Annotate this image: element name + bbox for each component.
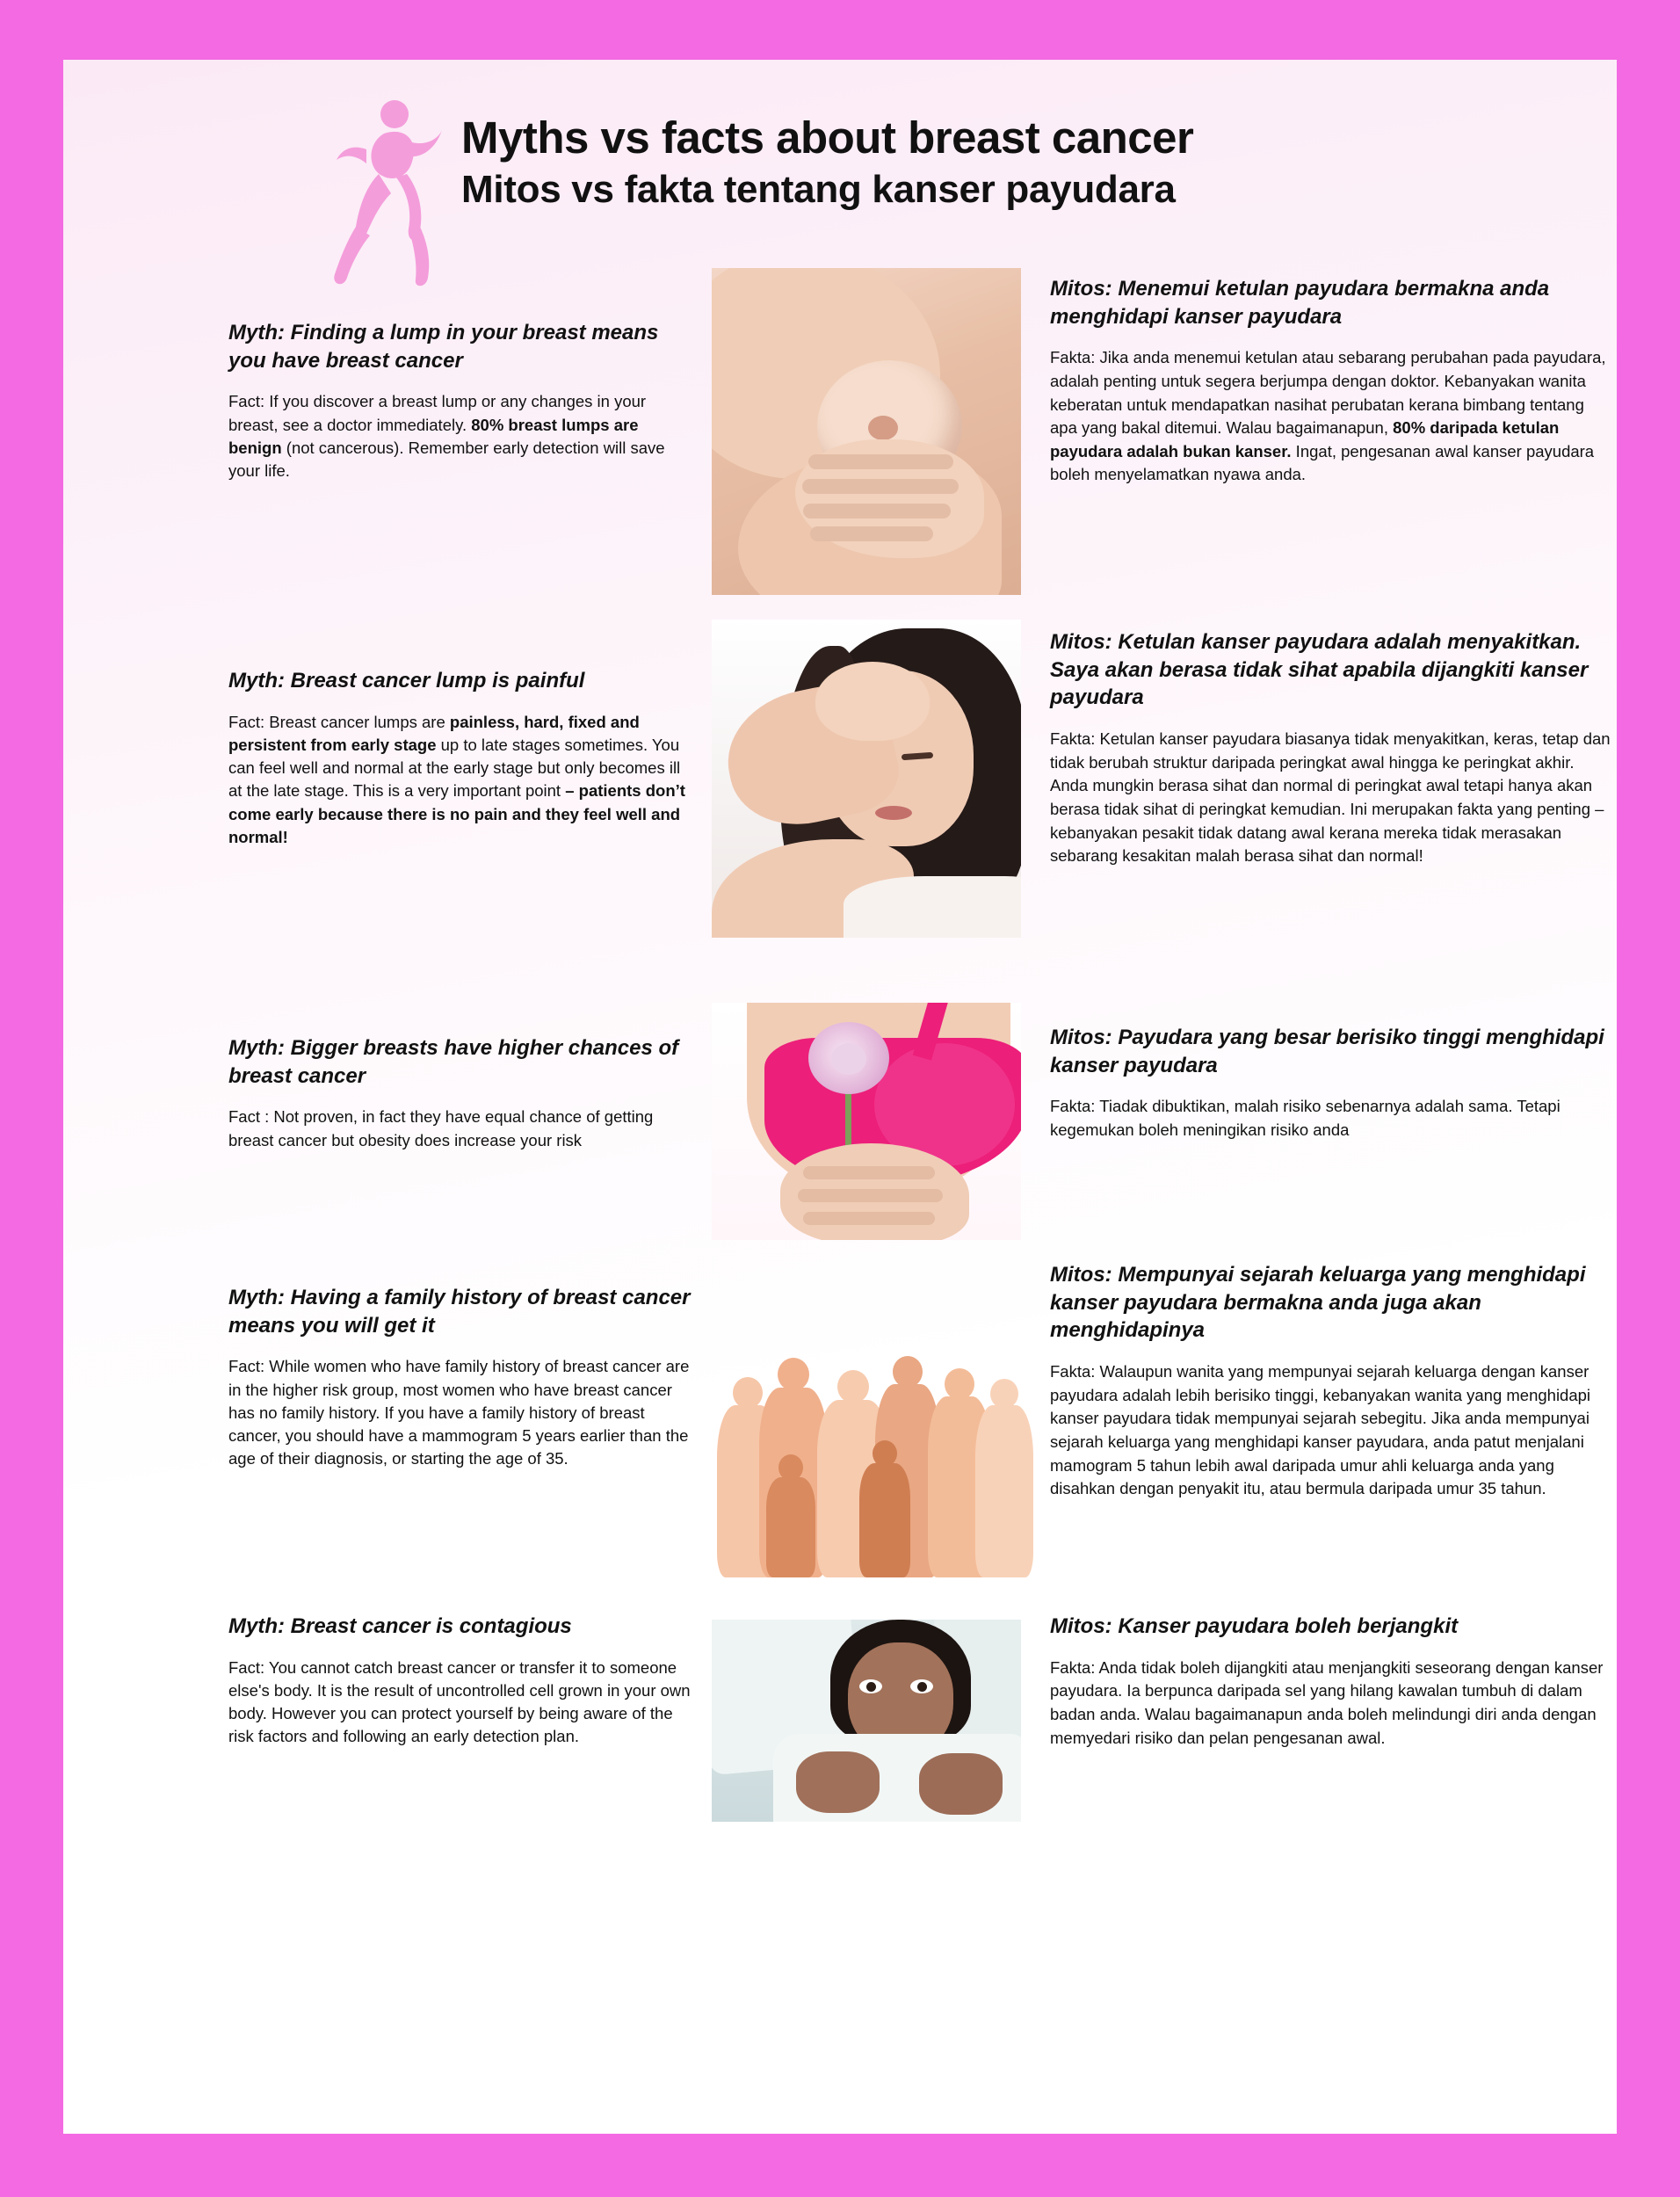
fact-text-1-part2: (not cancerous). Remember early detection will save your life. bbox=[228, 438, 665, 481]
title-block bbox=[461, 114, 1193, 211]
myth-column-4 bbox=[228, 1284, 696, 1471]
myth-row-4 bbox=[97, 1261, 1591, 1604]
myth-row-1 bbox=[97, 268, 1606, 620]
fakta-text-5: Fakta: Anda tidak boleh dijangkiti atau menjangkiti seseorang dengan kanser payudara. Ia berpunca daripada sel yang hilang kawalan tumbuh di dalam badan anda. Walau bagaimanapun anda boleh melindungi diri anda dengan memyedari risiko dan pelan pengesanan awal. bbox=[1050, 1657, 1604, 1747]
mitos-column-5 bbox=[1050, 1613, 1612, 1750]
fact-text-3: Fact : Not proven, in fact they have equal chance of getting breast cancer but obesity does increase your risk bbox=[228, 1107, 654, 1149]
fakta-text-1-bold1: 80% daripada ketulan payudara adalah bukan kanser. bbox=[1050, 418, 1560, 460]
breast-self-examination-photo bbox=[712, 268, 1021, 595]
myth-column-5 bbox=[228, 1613, 696, 1749]
silhouette-child bbox=[859, 1440, 910, 1577]
fact-text-2-bold2: – patients don’t come early because there is no pain and they feel well and normal! bbox=[228, 781, 685, 846]
mitos-column-4 bbox=[1050, 1261, 1612, 1501]
fakta-text-1-part1: Fakta: Jika anda menemui ketulan atau sebarang perubahan pada payudara, adalah penting untuk segera berjumpa dengan doktor. Kebanyakan wanita keberatan untuk mendapatkan nasihat perubatan kerana bimbang tentang apa yang bakal ditemui. Walau bagaimanapun, bbox=[1050, 348, 1606, 438]
fact-text-1-part1: Fact: If you discover a breast lump or any changes in your breast, see a doctor immediately. bbox=[228, 392, 647, 434]
fact-text-1-bold1: 80% breast lumps are benign bbox=[228, 415, 639, 457]
myth-row-2 bbox=[97, 620, 1611, 997]
fact-text-2-part2: up to late stages sometimes. You can feel well and normal at the early stage but only becomes ill at the late stage. This is a very important point bbox=[228, 735, 681, 801]
silhouette bbox=[975, 1379, 1033, 1577]
fakta-text-2: Fakta: Ketulan kanser payudara biasanya tidak menyakitkan, keras, tetap dan tidak berubah struktur daripada peringkat awal hingga ke peringkat akhir. Anda mungkin berasa sihat dan normal di peringkat awal tetapi hanya akan berasa tidak sihat di peringkat kemudian. Ini merupakan fakta yang penting – kebanyakan pesakit tidak datang awal kerana mereka tidak merasakan sebarang kesakitan malah berasa sihat dan normal! bbox=[1050, 729, 1611, 866]
mitos-heading-5: Mitos: Kanser payudara boleh berjangkit bbox=[1050, 1614, 1459, 1638]
mitos-column-3 bbox=[1050, 1024, 1612, 1142]
fact-text-1 bbox=[228, 390, 696, 482]
mitos-heading-2: Mitos: Ketulan kanser payudara adalah menyakitkan. Saya akan berasa tidak sihat apabila dijangkiti kanser payudara bbox=[1050, 630, 1589, 710]
myth-heading-3: Myth: Bigger breasts have higher chances of breast cancer bbox=[228, 1036, 679, 1088]
myth-heading-2: Myth: Breast cancer lump is painful bbox=[228, 669, 585, 692]
mitos-heading-4: Mitos: Mempunyai sejarah keluarga yang menghidapi kanser payudara bermakna anda juga akan menghidapinya bbox=[1050, 1263, 1586, 1343]
myth-heading-4: Myth: Having a family history of breast cancer means you will get it bbox=[228, 1286, 691, 1338]
myth-column-3 bbox=[228, 1034, 696, 1152]
fakta-text-4: Fakta: Walaupun wanita yang mempunyai sejarah keluarga dengan kanser payudara adalah lebih berisiko tinggi, kebanyakan wanita yang menghidapi kanser payudara tidak mempunyai sejarah sebegitu. Jika anda mempunyai sejarah keluarga yang menghidapi kanser payudara, anda patut menjalani mamogram 5 tahun lebih awal daripada umur ahli keluarga anda yang disahkan dengan penyakit itu, atau bermula daripada umur 35 tahun. bbox=[1050, 1362, 1591, 1498]
woman-with-headache-photo bbox=[712, 620, 1021, 938]
family-crowd-silhouettes-graphic bbox=[712, 1287, 1063, 1577]
myth-row-5 bbox=[97, 1604, 1604, 1832]
fact-text-2 bbox=[228, 711, 696, 850]
myth-column-2 bbox=[228, 667, 696, 849]
mitos-column-1 bbox=[1050, 275, 1612, 487]
myth-row-3 bbox=[97, 997, 1604, 1261]
poster-header bbox=[250, 79, 1583, 259]
mitos-heading-1: Mitos: Menemui ketulan payudara bermakna anda menghidapi kanser payudara bbox=[1050, 277, 1550, 329]
myth-heading-1: Myth: Finding a lump in your breast means you have breast cancer bbox=[228, 321, 659, 373]
fact-text-2-part1: Fact: Breast cancer lumps are bbox=[228, 712, 450, 731]
mitos-column-2 bbox=[1050, 628, 1612, 868]
poster-page bbox=[63, 60, 1617, 2134]
fact-text-4: Fact: While women who have family history of breast cancer are in the higher risk group, most women who have breast cancer has no family history. If you have a family history of breast cancer, you should have a mammogram 5 years earlier than the age of their diagnosis, or starting the age of 35. bbox=[228, 1357, 690, 1468]
fakta-text-1-part2: Ingat, pengesanan awal kanser payudara boleh menyelamatkan nyawa anda. bbox=[1050, 441, 1595, 484]
mitos-heading-3: Mitos: Payudara yang besar berisiko tinggi menghidapi kanser payudara bbox=[1050, 1026, 1604, 1077]
myth-heading-5: Myth: Breast cancer is contagious bbox=[228, 1614, 572, 1638]
pink-bra-with-rose-photo bbox=[712, 1003, 1021, 1240]
content-rows bbox=[97, 268, 1611, 1832]
page-title-english: Myths vs facts about breast cancer bbox=[461, 112, 1194, 163]
fakta-text-1 bbox=[1050, 346, 1612, 487]
myth-column-1 bbox=[228, 319, 696, 482]
fact-text-2-bold1: painless, hard, fixed and persistent from early stage bbox=[228, 712, 640, 754]
silhouette-child bbox=[766, 1454, 815, 1577]
fact-text-5: Fact: You cannot catch breast cancer or transfer it to someone else's body. It is the result of uncontrolled cell grown in your own body. However you can protect yourself by being aware of the risk factors and following an early detection plan. bbox=[228, 1657, 691, 1746]
page-title-malay: Mitos vs fakta tentang kanser payudara bbox=[461, 167, 1176, 211]
fakta-text-3: Fakta: Tiadak dibuktikan, malah risiko sebenarnya adalah sama. Tetapi kegemukan boleh meningikan risiko anda bbox=[1050, 1097, 1561, 1139]
pink-ribbon-runner-icon bbox=[321, 95, 444, 288]
frightened-woman-in-bed-photo bbox=[712, 1620, 1021, 1822]
